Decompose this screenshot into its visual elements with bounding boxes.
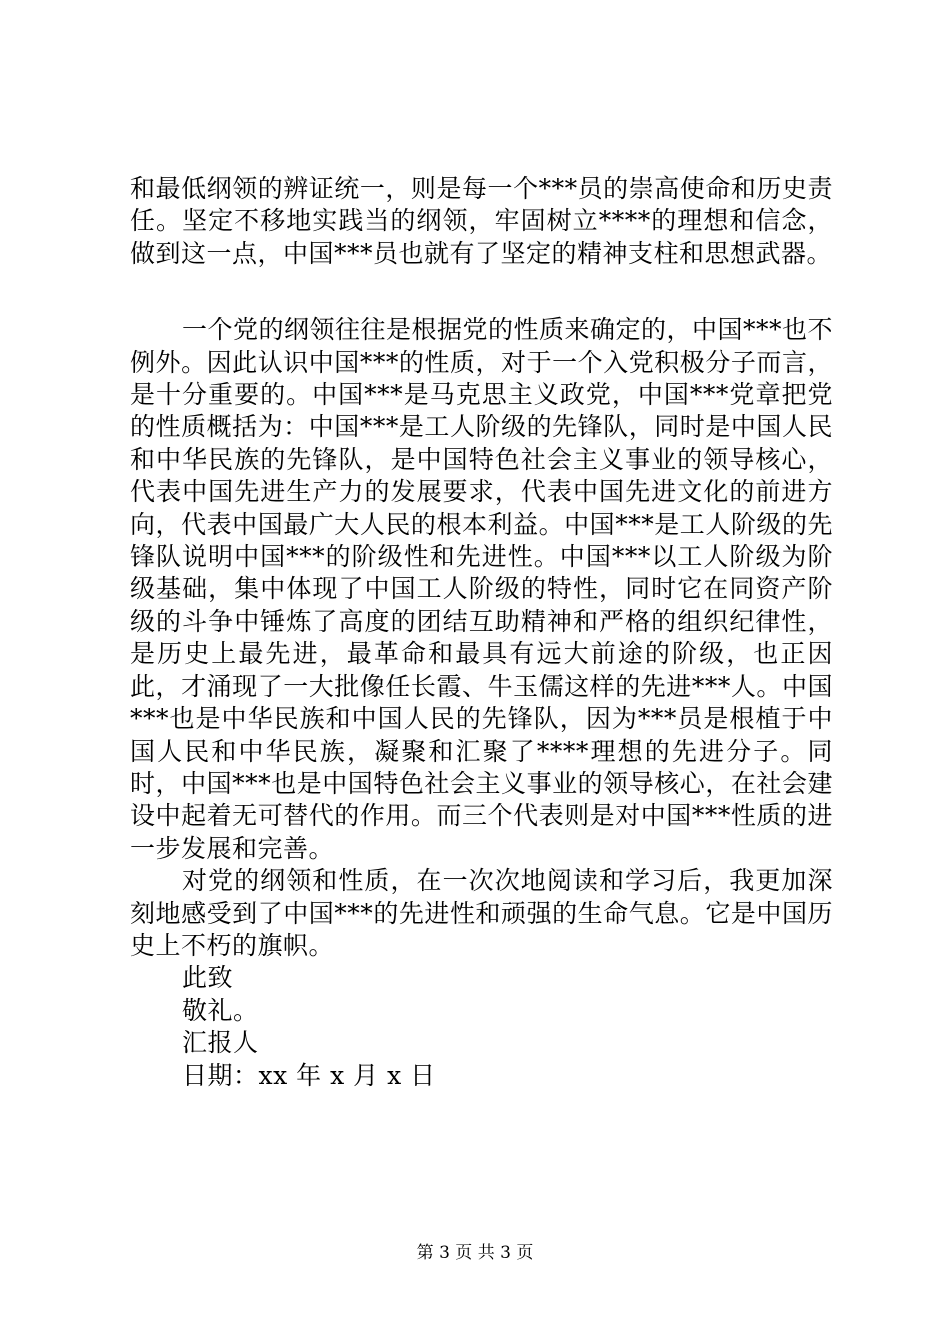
closing-regards: 敬礼。	[182, 995, 259, 1025]
paragraph-1: 和最低纲领的辨证统一，则是每一个***员的崇高使命和历史责任。坚定不移地实践当的纲领，牢固树立****的理想和信念，做到这一点，中国***员也就有了坚定的精神支柱和思想武器。	[130, 174, 833, 268]
paragraph-3: 对党的纲领和性质，在一次次地阅读和学习后，我更加深刻地感受到了中国***的先进性和顽强的生命气息。它是中国历史上不朽的旗帜。	[130, 866, 833, 960]
closing-salutation: 此致	[182, 963, 234, 993]
paragraph-gap	[130, 270, 833, 314]
document-body	[130, 173, 833, 1092]
closing-date: 日期：xx 年 x 月 x 日	[182, 1060, 436, 1090]
closing-reporter: 汇报人	[182, 1028, 259, 1058]
paragraph-2: 一个党的纲领往往是根据党的性质来确定的，中国***也不例外。因此认识中国***的性质，对于一个入党积极分子而言，是十分重要的。中国***是马克思主义政党，中国***党章把党的性质概括为：中国***是工人阶级的先锋队，同时是中国人民和中华民族的先锋队，是中国特色社会主义事业的领导核心，代表中国先进生产力的发展要求，代表中国先进文化的前进方向，代表中国最广大人民的根本利益。中国***是工人阶级的先锋队说明中国***的阶级性和先进性。中国***以工人阶级为阶级基础，集中体现了中国工人阶级的特性，同时它在同资产阶级的斗争中锤炼了高度的团结互助精神和严格的组织纪律性，是历史上最先进，最革命和最具有远大前途的阶级，也正因此，才涌现了一大批像任长霞、牛玉儒这样的先进***人。中国***也是中华民族和中国人民的先锋队，因为***员是根植于中国人民和中华民族，凝聚和汇聚了****理想的先进分子。同时，中国***也是中国特色社会主义事业的领导核心，在社会建设中起着无可替代的作用。而三个代表则是对中国***性质的进一步发展和完善。	[130, 315, 834, 863]
page-number-footer: 第 3 页 共 3 页	[416, 1243, 534, 1263]
